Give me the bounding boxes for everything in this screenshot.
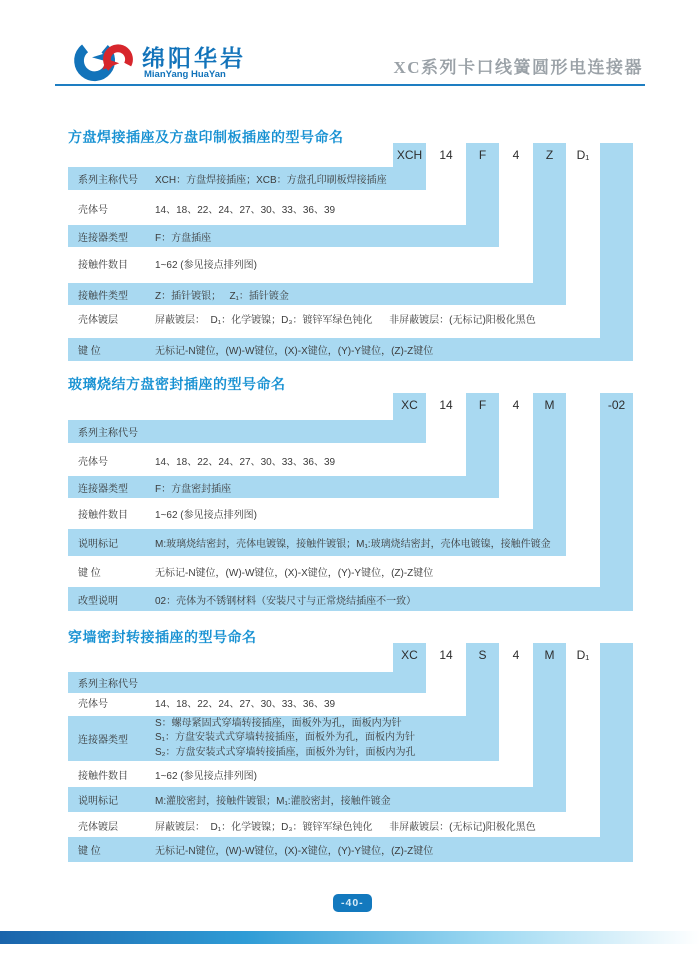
row-desc: 02：壳体为不锈钢材料（安装尺寸与正常烧结插座不一致） <box>155 595 417 607</box>
row-desc <box>155 717 499 761</box>
row-label: 壳体号 <box>78 456 108 468</box>
row-desc: 屏蔽镀层： D₁：化学镀镍；D₃：镀锌军绿色钝化 非屏蔽镀层：(无标记)阳极化黑色 <box>155 314 536 326</box>
code-column-bar <box>533 143 566 305</box>
row-label: 接触件数目 <box>78 770 128 782</box>
code-part: D₁ <box>576 148 590 162</box>
row-shell-size <box>68 448 466 472</box>
connector-type-line: S：螺母紧固式穿墙转接插座，面板外为孔，面板内为针 <box>155 717 402 729</box>
row-label: 系列主称代号 <box>78 428 138 439</box>
row-desc: 无标记-N键位，(W)-W键位，(X)-X键位，(Y)-Y键位，(Z)-Z键位 <box>155 346 434 357</box>
row-desc: XCH：方盘焊接插座；XCB：方盘孔印刷板焊接插座 <box>155 175 387 186</box>
page-number-badge: -40- <box>333 894 372 912</box>
code-part: 14 <box>439 398 453 412</box>
row-label: 壳体号 <box>78 204 108 216</box>
company-logo-icon <box>72 36 138 84</box>
company-name-pinyin: MianYang HuaYan <box>144 69 226 80</box>
code-part: 4 <box>512 148 520 162</box>
code-part: XC <box>401 648 418 662</box>
row-label: 壳体号 <box>78 698 108 710</box>
code-column-bar <box>600 143 633 361</box>
code-part: M <box>544 398 555 412</box>
code-part <box>600 645 633 665</box>
row-label: 连接器类型 <box>78 232 128 244</box>
row-shell-plating <box>68 306 600 330</box>
code-part <box>566 395 600 415</box>
code-part: D₁ <box>576 648 590 662</box>
row-connector-type <box>68 225 499 247</box>
connector-type-line: S₁：方盘安装式式穿墙转接插座，面板外为孔，面板内为针 <box>155 732 416 744</box>
header-divider <box>55 84 645 86</box>
code-part: S <box>478 648 487 662</box>
row-variant-note <box>68 587 633 611</box>
row-label: 接触件数目 <box>78 509 128 521</box>
row-label: 说明标记 <box>78 539 118 550</box>
code-part: F <box>478 148 487 162</box>
row-label: 壳体镀层 <box>78 821 118 833</box>
section-2-title: 玻璃烧结方盘密封插座的型号命名 <box>68 376 286 392</box>
row-label: 说明标记 <box>78 796 118 807</box>
row-desc: Z：插针镀银； Z₁：插针镀金 <box>155 290 289 302</box>
row-label: 系列主称代号 <box>78 679 138 690</box>
row-desc: M:灌胶密封，接触件镀银；M₁:灌胶密封，接触件镀金 <box>155 796 391 807</box>
section-3-title: 穿墙密封转接插座的型号命名 <box>68 629 257 645</box>
row-marking <box>68 529 566 556</box>
row-contact-type <box>68 283 566 305</box>
row-key-position <box>68 338 633 361</box>
row-shell-size <box>68 196 466 220</box>
row-desc: 无标记-N键位，(W)-W键位，(X)-X键位，(Y)-Y键位，(Z)-Z键位 <box>155 567 434 579</box>
row-marking <box>68 787 566 812</box>
code-part: F <box>478 398 487 412</box>
row-label: 键 位 <box>78 846 101 857</box>
code-part: Z <box>545 148 554 162</box>
row-contact-count <box>68 501 533 525</box>
document-title: XC系列卡口线簧圆形电连接器 <box>393 58 643 77</box>
connector-type-line: S₂：方盘安装式式穿墙转接插座，面板外为针，面板内为孔 <box>155 746 416 758</box>
row-desc: 1~62 (参见接点排列图) <box>155 770 257 782</box>
code-part: 4 <box>512 648 520 662</box>
row-desc: 14、18、22、24、27、30、33、36、39 <box>155 698 336 710</box>
row-key-position <box>68 837 633 862</box>
row-desc: 14、18、22、24、27、30、33、36、39 <box>155 204 336 216</box>
company-name: 绵阳华岩 <box>142 45 246 71</box>
row-label: 接触件数目 <box>78 259 128 271</box>
row-desc: 屏蔽镀层： D₁：化学镀镍；D₃：镀锌军绿色钝化 非屏蔽镀层：(无标记)阳极化黑色 <box>155 821 536 833</box>
row-desc: M:玻璃烧结密封，壳体电镀镍，接触件镀银；M₁:玻璃烧结密封，壳体电镀镍，接触件镀金 <box>155 539 551 550</box>
code-part: 4 <box>512 398 520 412</box>
code-part: XC <box>401 398 418 412</box>
row-contact-count <box>68 762 533 786</box>
code-column-bar <box>600 643 633 862</box>
row-label: 连接器类型 <box>78 483 128 495</box>
row-label: 键 位 <box>78 567 101 579</box>
code-part: M <box>544 648 555 662</box>
row-desc: 1~62 (参见接点排列图) <box>155 509 257 521</box>
footer-gradient-bar <box>0 931 700 944</box>
code-part: 14 <box>439 648 453 662</box>
row-shell-plating <box>68 813 600 837</box>
row-desc: 1~62 (参见接点排列图) <box>155 259 257 271</box>
code-part <box>600 145 633 165</box>
row-desc: F：方盘插座 <box>155 232 212 244</box>
row-connector-type <box>68 716 499 761</box>
row-label: 系列主称代号 <box>78 175 138 186</box>
row-label: 键 位 <box>78 346 101 357</box>
row-label: 连接器类型 <box>78 735 128 746</box>
row-connector-type <box>68 476 499 498</box>
code-part: -02 <box>607 398 626 412</box>
code-part: XCH <box>396 148 423 162</box>
row-contact-count <box>68 251 533 275</box>
row-shell-size <box>68 690 466 714</box>
row-desc: F：方盘密封插座 <box>155 483 232 495</box>
row-label: 壳体镀层 <box>78 314 118 326</box>
row-label: 改型说明 <box>78 595 118 607</box>
section-1-title: 方盘焊接插座及方盘印制板插座的型号命名 <box>68 129 344 145</box>
row-series-code <box>68 420 426 443</box>
row-desc: 无标记-N键位，(W)-W键位，(X)-X键位，(Y)-Y键位，(Z)-Z键位 <box>155 846 434 857</box>
row-series-code <box>68 167 426 190</box>
row-label: 接触件类型 <box>78 290 128 302</box>
code-part: 14 <box>439 148 453 162</box>
row-key-position <box>68 559 600 583</box>
code-column-bar <box>600 393 633 611</box>
row-desc: 14、18、22、24、27、30、33、36、39 <box>155 456 336 468</box>
